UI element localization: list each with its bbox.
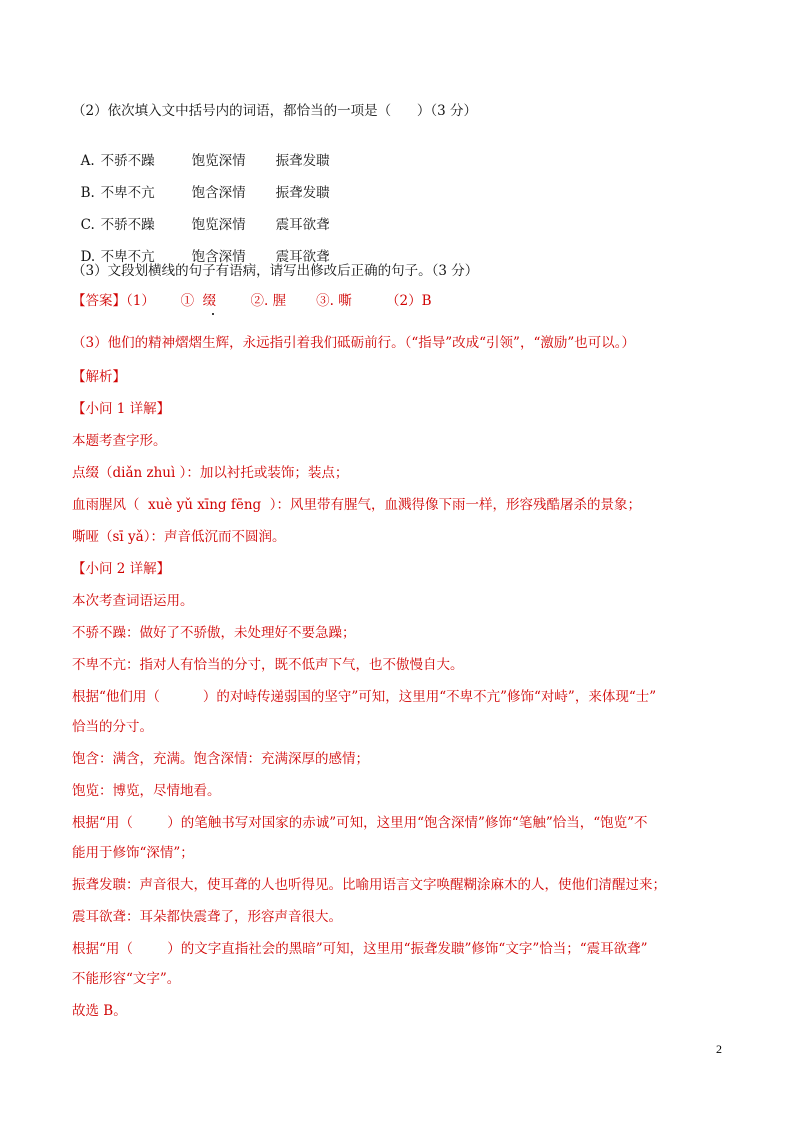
explanation-line: 饱览：博览，尽情地看。 [72,783,221,799]
option-b [72,166,330,202]
sub-question-1-heading: 【小问 1 详解】 [72,401,171,417]
emphasis-dot [212,313,214,315]
explanation-line: 本次考查词语运用。 [72,593,194,609]
option-d [72,230,330,266]
page-number: 2 [716,1042,722,1056]
option-a [72,134,330,170]
explanation-line: 本题考查字形。 [72,433,167,449]
explanation-line: 根据“他们用（ ）的对峙传递弱国的坚守”可知，这里用“不卑不亢”修饰“对峙”，来体现“士” [72,689,657,705]
option-label: C. [80,217,100,233]
explanation-line: 振聋发聩：声音很大，使耳聋的人也听得见。比喻用语言文字唤醒糊涂麻木的人，使他们清醒过来； [72,877,666,893]
explanation-line: 不骄不躁：做好了不骄傲，未处理好不要急躁； [72,625,356,641]
option-word: 饱览深情 [191,153,246,169]
question-3-prompt: （3）文段划横线的句子有语病，请写出修改后正确的句子。（3 分） [72,263,479,279]
explanation-line: 恰当的分寸。 [72,719,153,735]
question-2-prompt: （2）依次填入文中括号内的词语，都恰当的一项是（ ）（3 分） [72,103,477,119]
option-word: 饱览深情 [191,217,246,233]
option-word: 振聋发聩 [275,185,330,201]
option-word: 饱含深情 [191,249,246,265]
option-label: B. [80,185,100,201]
analysis-heading: 【解析】 [72,369,126,385]
explanation-line: 不能形容“文字”。 [72,971,181,987]
explanation-line: 点缀（diǎn zhuì ）：加以衬托或装饰；装点； [72,465,349,481]
option-word: 震耳欲聋 [275,249,330,265]
explanation-line: 血雨腥风（ xuè yǔ xīng fēng ）：风里带有腥气，血溅得像下雨一样，形容残酷屠杀的景象； [72,497,641,513]
answer-text: （1） ① 缀 ②. 腥 ③. 嘶 （2）B [126,293,432,309]
option-word: 震耳欲聋 [275,217,330,233]
answer-3-text: （3）他们的精神熠熠生辉，永远指引着我们砥砺前行。（“指导”改成“引领”，“激励”也可以。） [72,335,635,351]
option-word: 不卑不亢 [100,185,155,201]
option-label: D. [80,249,100,265]
explanation-line: 嘶哑（sī yǎ）：声音低沉而不圆润。 [72,529,286,545]
option-word: 不卑不亢 [100,249,155,265]
option-word: 饱含深情 [191,185,246,201]
conclusion-line: 故选 B。 [72,1003,127,1019]
option-c [72,198,330,234]
explanation-line: 不卑不亢：指对人有恰当的分寸，既不低声下气，也不傲慢自大。 [72,657,464,673]
explanation-line: 饱含：满含，充满。饱含深情：充满深厚的感情； [72,751,369,767]
answer-line [72,292,432,310]
explanation-line: 能用于修饰“深情”； [72,845,194,861]
explanation-line: 震耳欲聋：耳朵都快震聋了，形容声音很大。 [72,909,342,925]
answer-tag: 【答案】 [72,293,126,309]
option-word: 振聋发聩 [275,153,330,169]
option-label: A. [80,153,99,169]
option-word: 不骄不躁 [100,217,155,233]
explanation-line: 根据“用（ ）的笔触书写对国家的赤诚”可知，这里用“饱含深情”修饰“笔触”恰当，“饱览”不 [72,815,648,831]
sub-question-2-heading: 【小问 2 详解】 [72,561,171,577]
explanation-line: 根据“用（ ）的文字直指社会的黑暗”可知，这里用“振聋发聩”修饰“文字”恰当；“震耳欲聋” [72,941,648,957]
option-word: 不骄不躁 [100,153,155,169]
